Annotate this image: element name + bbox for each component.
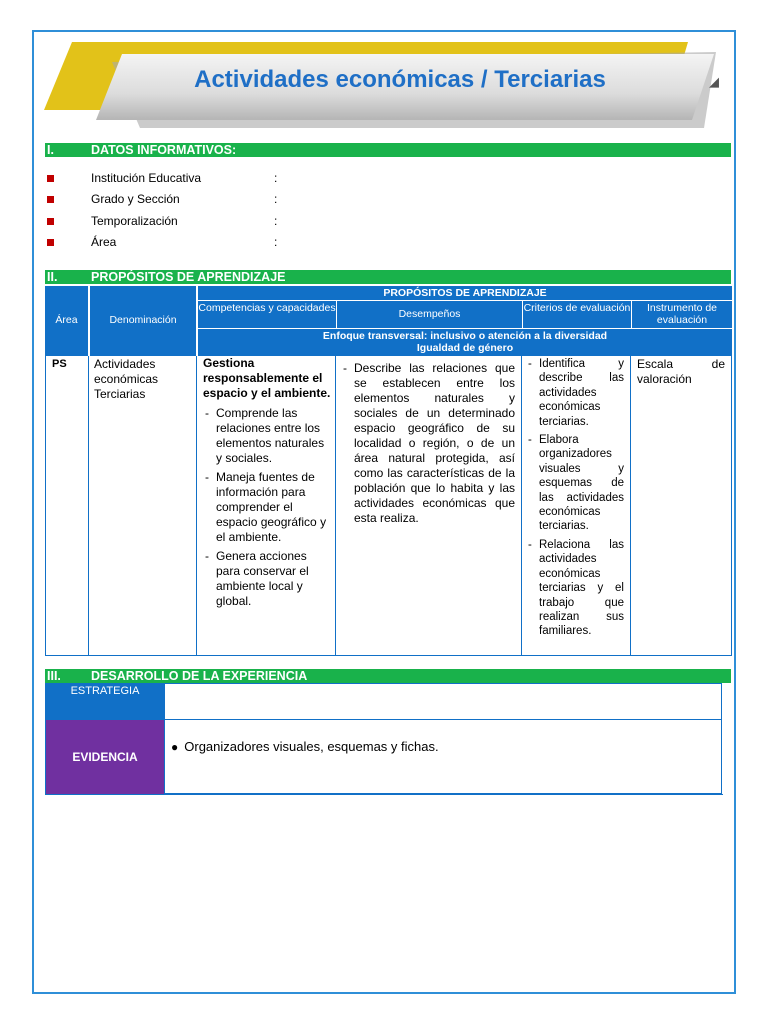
evidence-text: Organizadores visuales, esquemas y fichas. [184,739,439,754]
area-value: PS [52,358,67,370]
square-bullet-icon [47,196,54,203]
table-divider [88,356,89,656]
evidence-item [171,739,439,754]
criterios-list [526,357,624,639]
group-header-propositos: PROPÓSITOS DE APRENDIZAJE [196,286,732,300]
enfoque-line-2: Igualdad de género [416,342,514,354]
list-item: - Genera acciones para conservar el ambiente local y global. [203,549,331,609]
col-header-area: Área [45,286,88,356]
col-header-criterios: Criterios de evaluación [522,300,631,328]
criterios-cell [526,357,624,643]
list-item: - Relaciona las actividades económicas terciarias y el trabajo que realizan sus familiares. [526,538,624,639]
info-label: Institución Educativa [91,171,202,185]
list-item: - Comprende las relaciones entre los elementos naturales y sociales. [203,406,331,466]
square-bullet-icon [47,239,54,246]
section-3-bar [45,669,731,683]
table-border-left [45,356,46,656]
col-header-desempenos: Desempeños [336,300,522,328]
col-header-instrumento: Instrumento de evaluación [631,300,732,328]
page-title: Actividades económicas / Terciarias [194,66,606,93]
title-banner [0,0,768,140]
info-label: Temporalización [91,214,178,228]
bullet-dot-icon: ● [171,740,179,754]
desempenos-cell [341,361,515,530]
info-label: Área [91,235,117,249]
table-divider [335,356,336,656]
evidence-content [164,720,722,794]
square-bullet-icon [47,218,54,225]
section-3-border-left [45,683,46,795]
table-divider [521,356,522,656]
info-colon: : [274,235,278,249]
table-border-right [731,356,732,656]
evidence-label: EVIDENCIA [46,720,164,794]
section-3-border-bottom [45,794,723,795]
section-1-number: I. [47,143,54,157]
strategy-content [164,683,722,720]
col-header-competencias: Competencias y capacidades [196,300,336,328]
list-item: - Describe las relaciones que se establecen entre los elementos naturales y sociales de un determinado espacio geográfico de su localidad o región, o de un área natural protegida, así como las características de la población que lo habita y las actividades económicas que esta realiza. [341,361,515,526]
desempenos-list [341,361,515,526]
list-item: - Identifica y describe las actividades económicas terciarias. [526,357,624,429]
section-1-bar [45,143,731,157]
section-2-bar [45,270,731,284]
denominacion-value: Actividades económicas Terciarias [94,357,159,401]
strategy-label: ESTRATEGIA [46,683,164,720]
table-divider [630,356,631,656]
competencias-cell [203,356,331,613]
section-3-label: DESARROLLO DE LA EXPERIENCIA [91,669,308,683]
instrumento-value: Escala de valoración [637,357,725,386]
info-colon: : [274,214,278,228]
capacidades-list [203,406,331,609]
enfoque-transversal [196,328,732,356]
section-3-number: III. [47,669,61,683]
competencia-title: Gestiona responsablemente el espacio y el ambiente. [203,356,331,400]
section-2-label: PROPÓSITOS DE APRENDIZAJE [91,270,286,284]
list-item: - Elabora organizadores visuales y esquemas de las actividades económicas terciarias. [526,433,624,534]
col-header-denominacion: Denominación [88,286,196,356]
corner-mark: ◢ [709,74,719,89]
section-2-number: II. [47,270,58,284]
list-item: - Maneja fuentes de información para comprender el espacio geográfico y el ambiente. [203,470,331,545]
info-colon: : [274,192,278,206]
table-divider [196,356,197,656]
info-label: Grado y Sección [91,192,180,206]
square-bullet-icon [47,175,54,182]
section-1-label: DATOS INFORMATIVOS: [91,143,237,157]
info-colon: : [274,171,278,185]
table-border-bottom [45,655,732,656]
enfoque-line-1: Enfoque transversal: inclusivo o atención a la diversidad [322,330,608,342]
